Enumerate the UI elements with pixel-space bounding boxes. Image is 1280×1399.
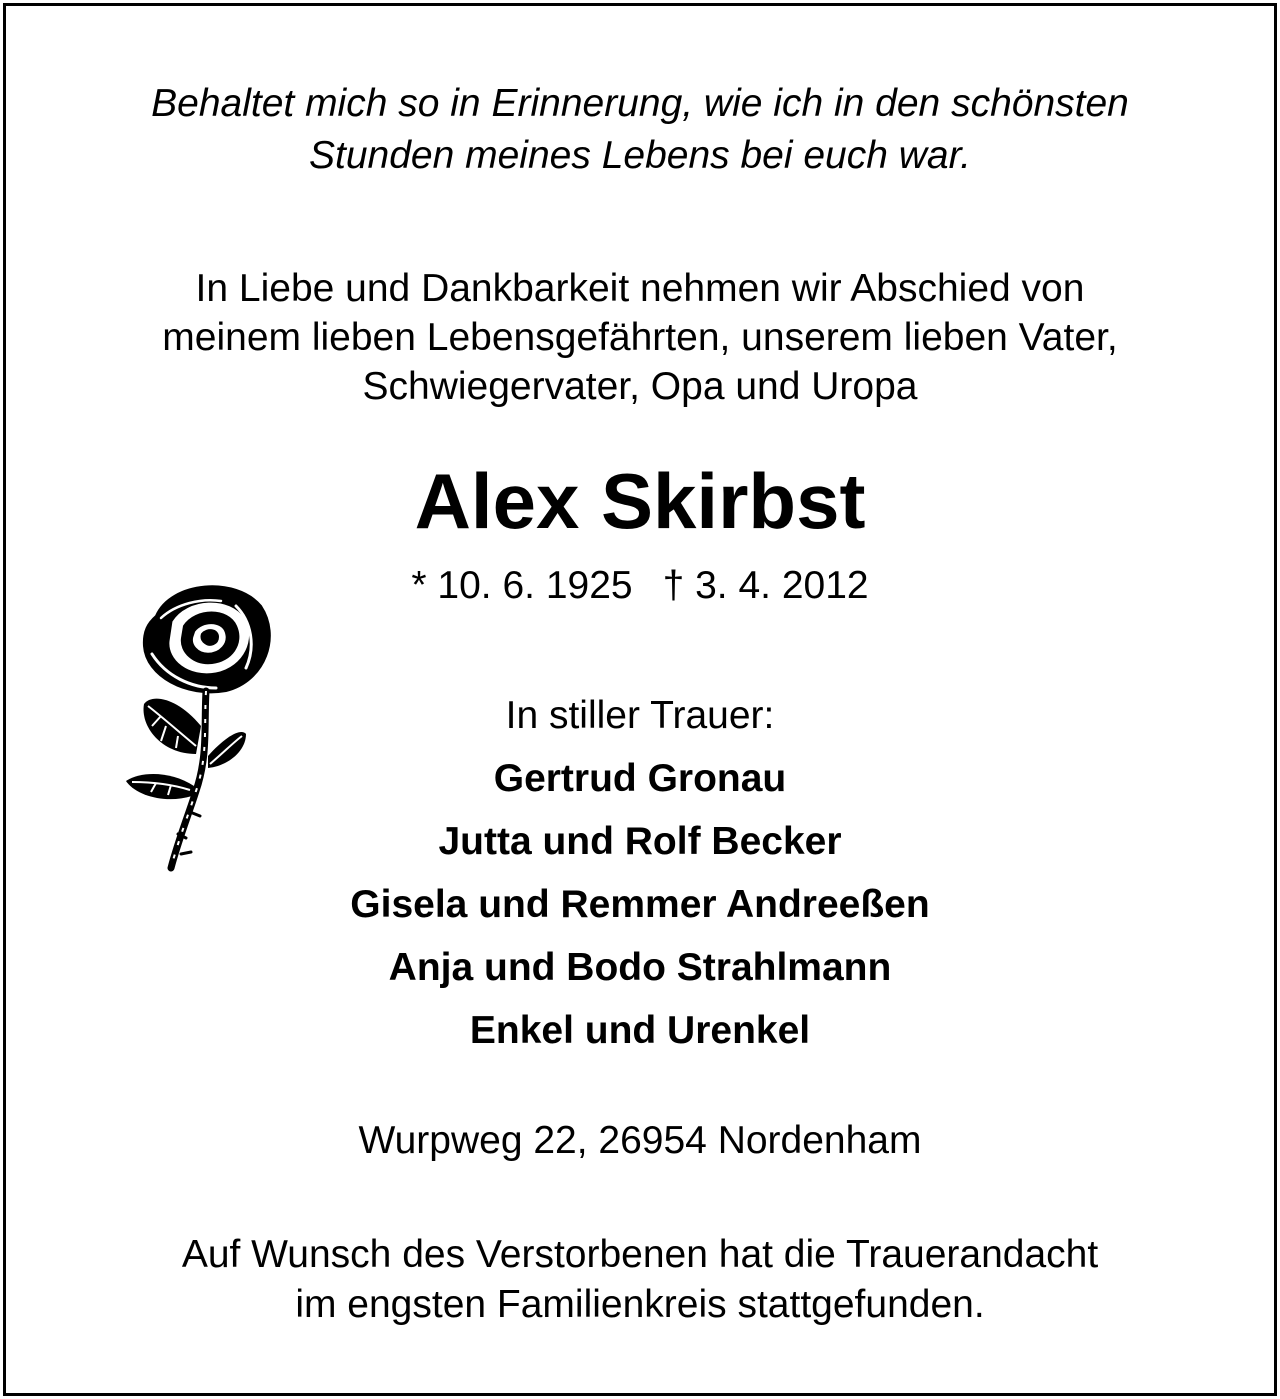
mourner-1: Gertrud Gronau	[493, 757, 787, 800]
mourner-2: Jutta und Rolf Becker	[438, 820, 842, 863]
death-date: † 3. 4. 2012	[662, 564, 869, 607]
closing-line-1: Auf Wunsch des Verstorbenen hat die Trauerandacht	[181, 1233, 1099, 1276]
mourner-4: Anja und Bodo Strahlmann	[388, 946, 892, 989]
motto-line-2: Stunden meines Lebens bei euch war.	[309, 134, 971, 177]
obituary-notice	[3, 3, 1277, 1396]
motto-line-1: Behaltet mich so in Erinnerung, wie ich in den schönsten	[151, 82, 1129, 125]
address: Wurpweg 22, 26954 Nordenham	[358, 1119, 922, 1162]
intro-line-2: meinem lieben Lebensgefährten, unserem lieben Vater,	[162, 316, 1118, 359]
mourner-3: Gisela und Remmer Andreeßen	[350, 883, 930, 926]
closing-line-2: im engsten Familienkreis stattgefunden.	[295, 1283, 985, 1326]
mourning-label: In stiller Trauer:	[505, 694, 775, 737]
intro-line-1: In Liebe und Dankbarkeit nehmen wir Abschied von	[195, 267, 1085, 310]
intro-line-3: Schwiegervater, Opa und Uropa	[362, 365, 918, 408]
deceased-name: Alex Skirbst	[414, 457, 866, 545]
mourner-5: Enkel und Urenkel	[469, 1009, 811, 1052]
birth-date: * 10. 6. 1925	[411, 564, 633, 607]
